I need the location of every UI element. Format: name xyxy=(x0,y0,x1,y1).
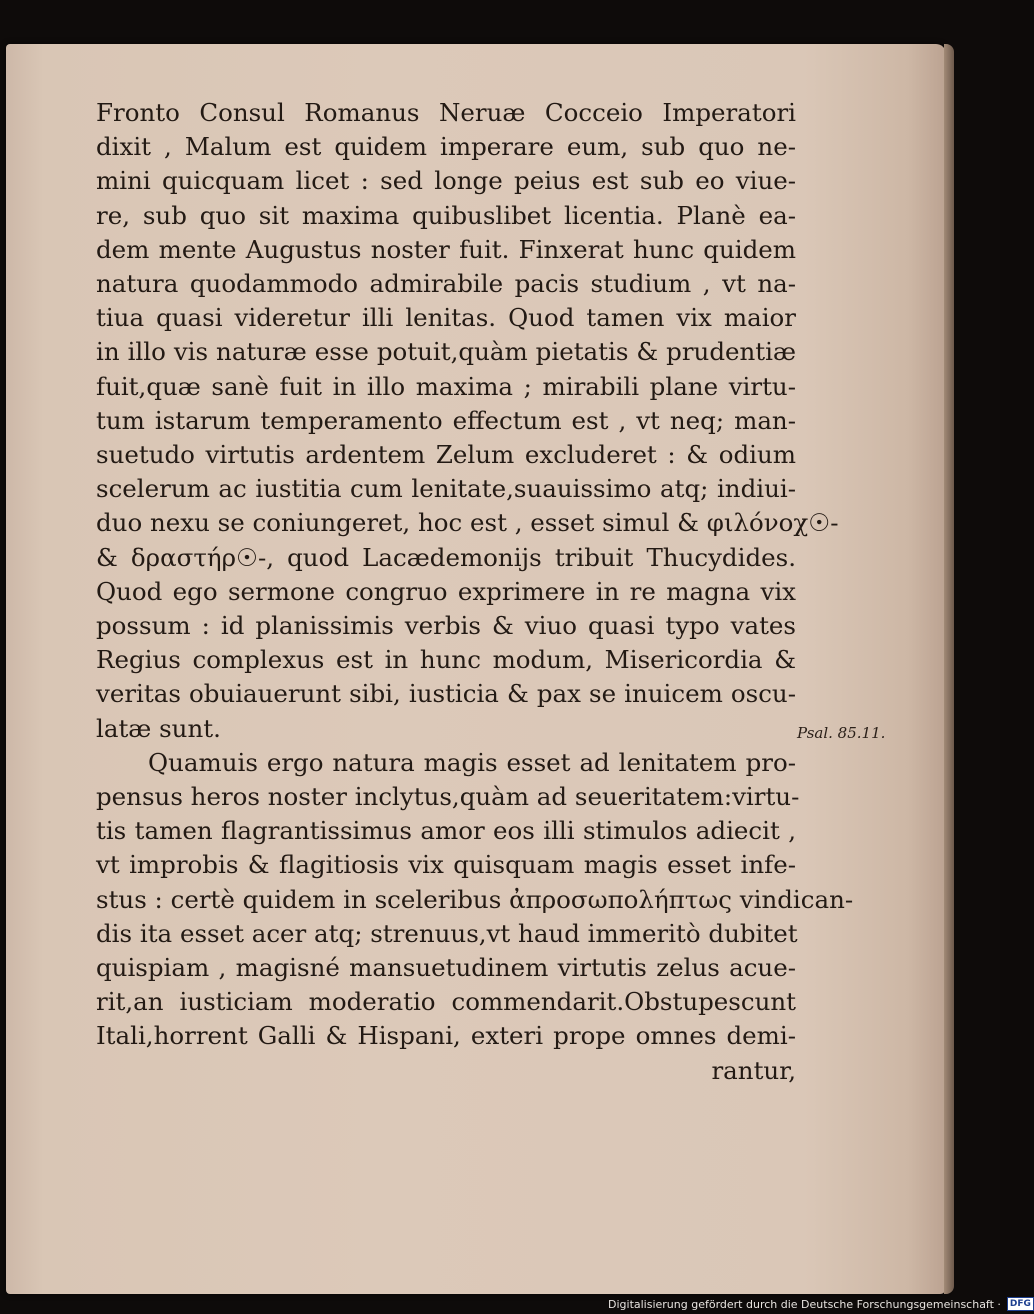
text-line: tiua quasi videretur illi lenitas. Quod tamen vix maior xyxy=(96,303,796,333)
text-line: Itali,horrent Galli & Hispani, exteri prope omnes demi- xyxy=(96,1021,796,1051)
text-line: tum istarum temperamento effectum est , vt neq; man- xyxy=(96,405,796,435)
text-line: Fronto Consul Romanus Neruæ Cocceio Imperatori xyxy=(96,98,796,127)
text-line: pensus heros noster inclytus,quàm ad seueritatem:virtu- xyxy=(96,782,800,812)
text-line: latæ sunt. xyxy=(96,713,221,743)
text-line: quispiam , magisné mansuetudinem virtutis zelus acue- xyxy=(96,953,796,983)
text-line: duo nexu se coniungeret, hoc est , esset simul & φιλόνοχ☉- xyxy=(96,508,839,538)
text-line: vt improbis & flagitiosis vix quisquam magis esset infe- xyxy=(96,850,796,880)
paragraph-start-line: Quamuis ergo natura magis esset ad lenitatem pro- xyxy=(148,747,796,777)
text-line: dixit , Malum est quidem imperare eum, sub quo ne- xyxy=(96,132,796,162)
dfg-logo-icon: DFG xyxy=(1007,1297,1034,1311)
text-line: natura quodammodo admirabile pacis studium , vt na- xyxy=(96,269,796,299)
text-line: mini quicquam licet : sed longe peius est sub eo viue- xyxy=(96,166,796,196)
text-line: stus : certè quidem in sceleribus ἀπροσωπολήπτως vindican- xyxy=(96,884,854,914)
text-line: suetudo virtutis ardentem Zelum excluderet : & odium xyxy=(96,440,796,470)
digitization-footer xyxy=(608,1296,1034,1312)
page-edge xyxy=(944,44,954,1294)
text-line: tis tamen flagrantissimus amor eos illi stimulos adiecit , xyxy=(96,816,796,846)
text-line: dis ita esset acer atq; strenuus,vt haud immeritò dubitet xyxy=(96,918,798,948)
text-line: dem mente Augustus noster fuit. Finxerat hunc quidem xyxy=(96,234,796,264)
marginal-note: Psal. 85.11. xyxy=(797,724,886,742)
text-line: in illo vis naturæ esse potuit,quàm pietatis & prudentiæ xyxy=(96,337,796,367)
text-line: possum : id planissimis verbis & viuo quasi typo vates xyxy=(96,611,796,641)
text-line: Quod ego sermone congruo exprimere in re magna vix xyxy=(96,576,796,606)
text-line: veritas obuiauerunt sibi, iusticia & pax se inuicem oscu- xyxy=(96,679,796,709)
text-line: & δραστήρ☉-, quod Lacædemonijs tribuit Thucydides. xyxy=(96,542,796,572)
catchword: rantur, xyxy=(711,1055,796,1085)
text-line: Regius complexus est in hunc modum, Misericordia & xyxy=(96,645,796,675)
text-line: re, sub quo sit maxima quibuslibet licentia. Planè ea- xyxy=(96,200,796,230)
text-line: rit,an iusticiam moderatio commendarit.Obstupescunt xyxy=(96,987,796,1017)
text-line: scelerum ac iustitia cum lenitate,suauissimo atq; indiui- xyxy=(96,474,796,504)
footer-credit: Digitalisierung gefördert durch die Deutsche Forschungsgemeinschaft · xyxy=(608,1297,1001,1311)
text-line: fuit,quæ sanè fuit in illo maxima ; mirabili plane virtu- xyxy=(96,371,796,401)
